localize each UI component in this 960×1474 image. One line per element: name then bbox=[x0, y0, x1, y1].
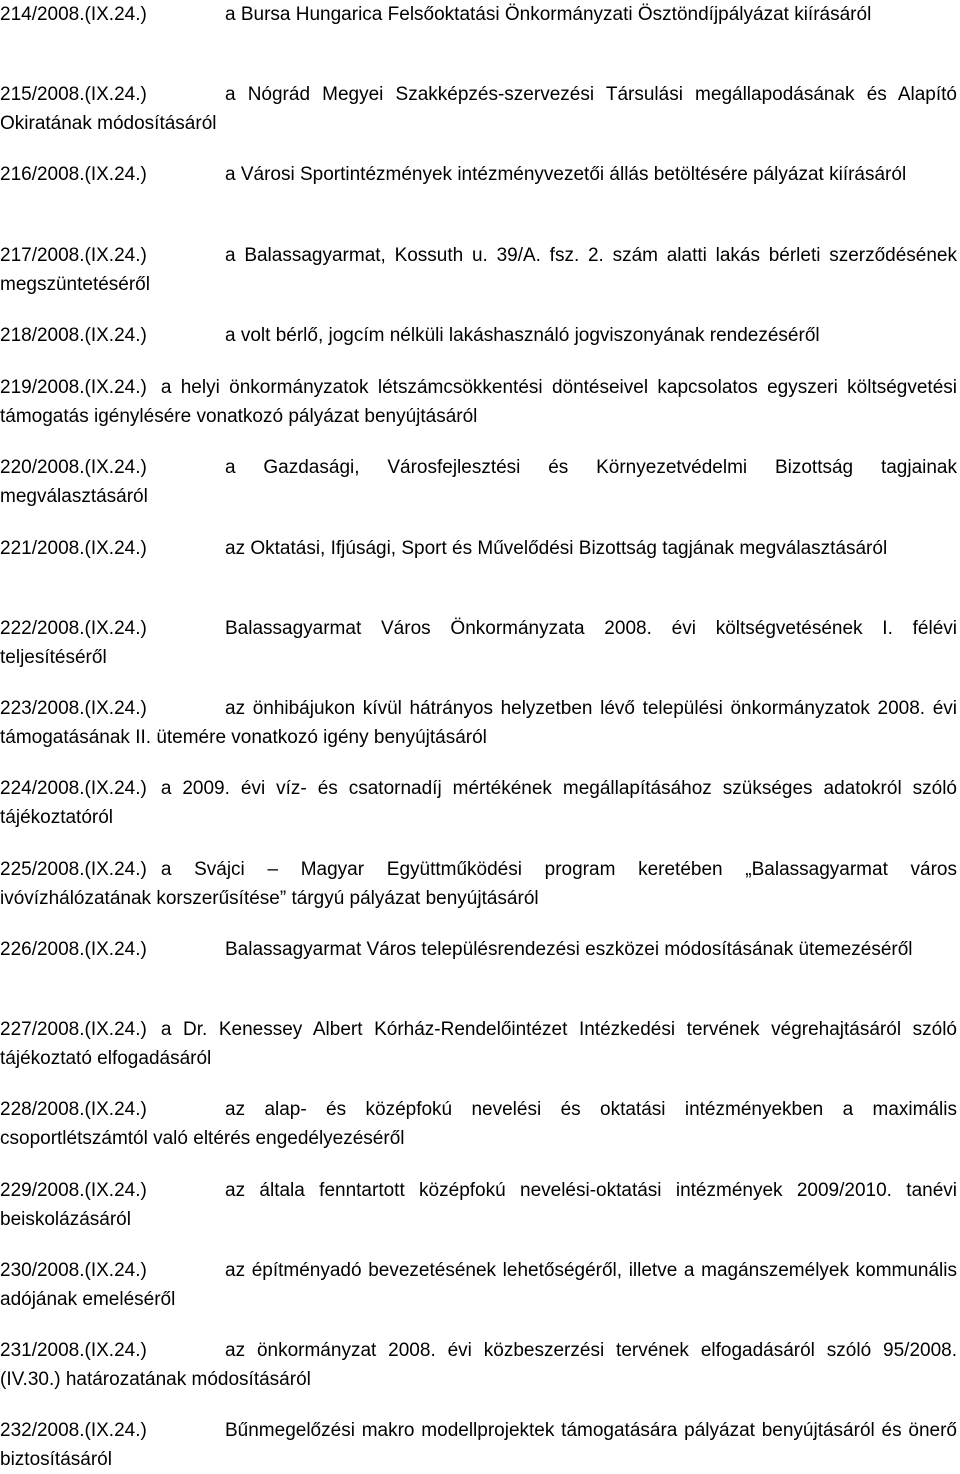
resolution-title: a Balassagyarmat, Kossuth u. 39/A. fsz. 2. szám alatti lakás bérleti szerződésének megszüntetéséről bbox=[0, 245, 957, 295]
resolution-entry bbox=[0, 373, 957, 431]
resolution-title: az építményadó bevezetésének lehetőségéről, illetve a magánszemélyek kommunális adójának emeléséről bbox=[0, 1260, 957, 1310]
resolution-number: 229/2008.(IX.24.) bbox=[0, 1180, 147, 1201]
resolution-number: 227/2008.(IX.24.) bbox=[0, 1019, 147, 1040]
resolution-entry bbox=[0, 855, 957, 913]
resolution-title: az Oktatási, Ifjúsági, Sport és Művelődési Bizottság tagjának megválasztásáról bbox=[225, 538, 888, 559]
resolution-entry bbox=[0, 935, 957, 964]
resolution-number: 216/2008.(IX.24.) bbox=[0, 164, 147, 185]
resolution-number: 214/2008.(IX.24.) bbox=[0, 4, 147, 25]
resolution-title: a Gazdasági, Városfejlesztési és Környezetvédelmi Bizottság tagjainak megválasztásáról bbox=[0, 457, 957, 507]
resolution-number: 217/2008.(IX.24.) bbox=[0, 245, 147, 266]
resolution-title: Bűnmegelőzési makro modellprojektek támogatására pályázat benyújtásáról és önerő biztosításáról bbox=[0, 1420, 957, 1470]
resolution-title: a helyi önkormányzatok létszámcsökkentési döntéseivel kapcsolatos egyszeri költségvetési támogatás igénylésére vonatkozó pályázat benyújtásáról bbox=[0, 377, 957, 427]
resolution-entry bbox=[0, 614, 957, 672]
resolution-title: az alap- és középfokú nevelési és oktatási intézményekben a maximális csoportlétszámtól való eltérés engedélyezéséről bbox=[0, 1099, 957, 1149]
resolution-entry bbox=[0, 1416, 957, 1474]
resolution-number: 231/2008.(IX.24.) bbox=[0, 1340, 147, 1361]
resolution-entry bbox=[0, 774, 957, 832]
resolution-entry bbox=[0, 1095, 957, 1153]
resolution-number: 223/2008.(IX.24.) bbox=[0, 698, 147, 719]
resolution-title: a Svájci – Magyar Együttműködési program keretében „Balassagyarmat város ivóvízhálózatának korszerűsítése” tárgyú pályázat benyújtásáról bbox=[0, 859, 957, 909]
resolution-entry bbox=[0, 1176, 957, 1234]
resolution-number: 225/2008.(IX.24.) bbox=[0, 859, 147, 880]
resolution-title: a Dr. Kenessey Albert Kórház-Rendelőintézet Intézkedési tervének végrehajtásáról szóló tájékoztató elfogadásáról bbox=[0, 1019, 957, 1069]
resolution-title: az önkormányzat 2008. évi közbeszerzési tervének elfogadásáról szóló 95/2008.(IV.30.) határozatának módosításáról bbox=[0, 1340, 957, 1390]
resolution-number: 224/2008.(IX.24.) bbox=[0, 778, 147, 799]
resolution-number: 220/2008.(IX.24.) bbox=[0, 457, 147, 478]
resolution-number: 226/2008.(IX.24.) bbox=[0, 939, 147, 960]
resolution-entry bbox=[0, 241, 957, 299]
resolution-title: a Városi Sportintézmények intézményvezetői állás betöltésére pályázat kiírásáról bbox=[225, 164, 907, 185]
resolution-title: Balassagyarmat Város településrendezési eszközei módosításának ütemezéséről bbox=[225, 939, 913, 960]
resolution-entry bbox=[0, 534, 957, 563]
resolution-number: 228/2008.(IX.24.) bbox=[0, 1099, 147, 1120]
resolution-title: az általa fenntartott középfokú nevelési-oktatási intézmények 2009/2010. tanévi beiskolázásáról bbox=[0, 1180, 957, 1230]
resolution-title: Balassagyarmat Város Önkormányzata 2008. évi költségvetésének I. félévi teljesítéséről bbox=[0, 618, 957, 668]
resolution-title: a 2009. évi víz- és csatornadíj mértékének megállapításához szükséges adatokról szóló tájékoztatóról bbox=[0, 778, 957, 828]
resolution-entry bbox=[0, 160, 957, 189]
resolution-entry bbox=[0, 1015, 957, 1073]
resolution-number: 218/2008.(IX.24.) bbox=[0, 325, 147, 346]
resolution-entry bbox=[0, 694, 957, 752]
resolution-title: a Bursa Hungarica Felsőoktatási Önkormányzati Ösztöndíjpályázat kiírásáról bbox=[225, 4, 872, 25]
resolution-number: 222/2008.(IX.24.) bbox=[0, 618, 147, 639]
resolution-entry bbox=[0, 0, 957, 29]
resolution-entry bbox=[0, 1256, 957, 1314]
resolution-number: 215/2008.(IX.24.) bbox=[0, 84, 147, 105]
resolution-title: a volt bérlő, jogcím nélküli lakáshasználó jogviszonyának rendezéséről bbox=[225, 325, 820, 346]
resolution-entry bbox=[0, 80, 957, 138]
resolution-number: 230/2008.(IX.24.) bbox=[0, 1260, 147, 1281]
resolution-entry bbox=[0, 453, 957, 511]
resolution-title: a Nógrád Megyei Szakképzés-szervezési Társulási megállapodásának és Alapító Okiratának módosításáról bbox=[0, 84, 957, 134]
resolution-entry bbox=[0, 321, 957, 350]
resolution-entry bbox=[0, 1336, 957, 1394]
resolution-number: 232/2008.(IX.24.) bbox=[0, 1420, 147, 1441]
resolution-number: 219/2008.(IX.24.) bbox=[0, 377, 147, 398]
resolution-number: 221/2008.(IX.24.) bbox=[0, 538, 147, 559]
resolution-title: az önhibájukon kívül hátrányos helyzetben lévő települési önkormányzatok 2008. évi támogatásának II. ütemére vonatkozó igény benyújtásáról bbox=[0, 698, 957, 748]
